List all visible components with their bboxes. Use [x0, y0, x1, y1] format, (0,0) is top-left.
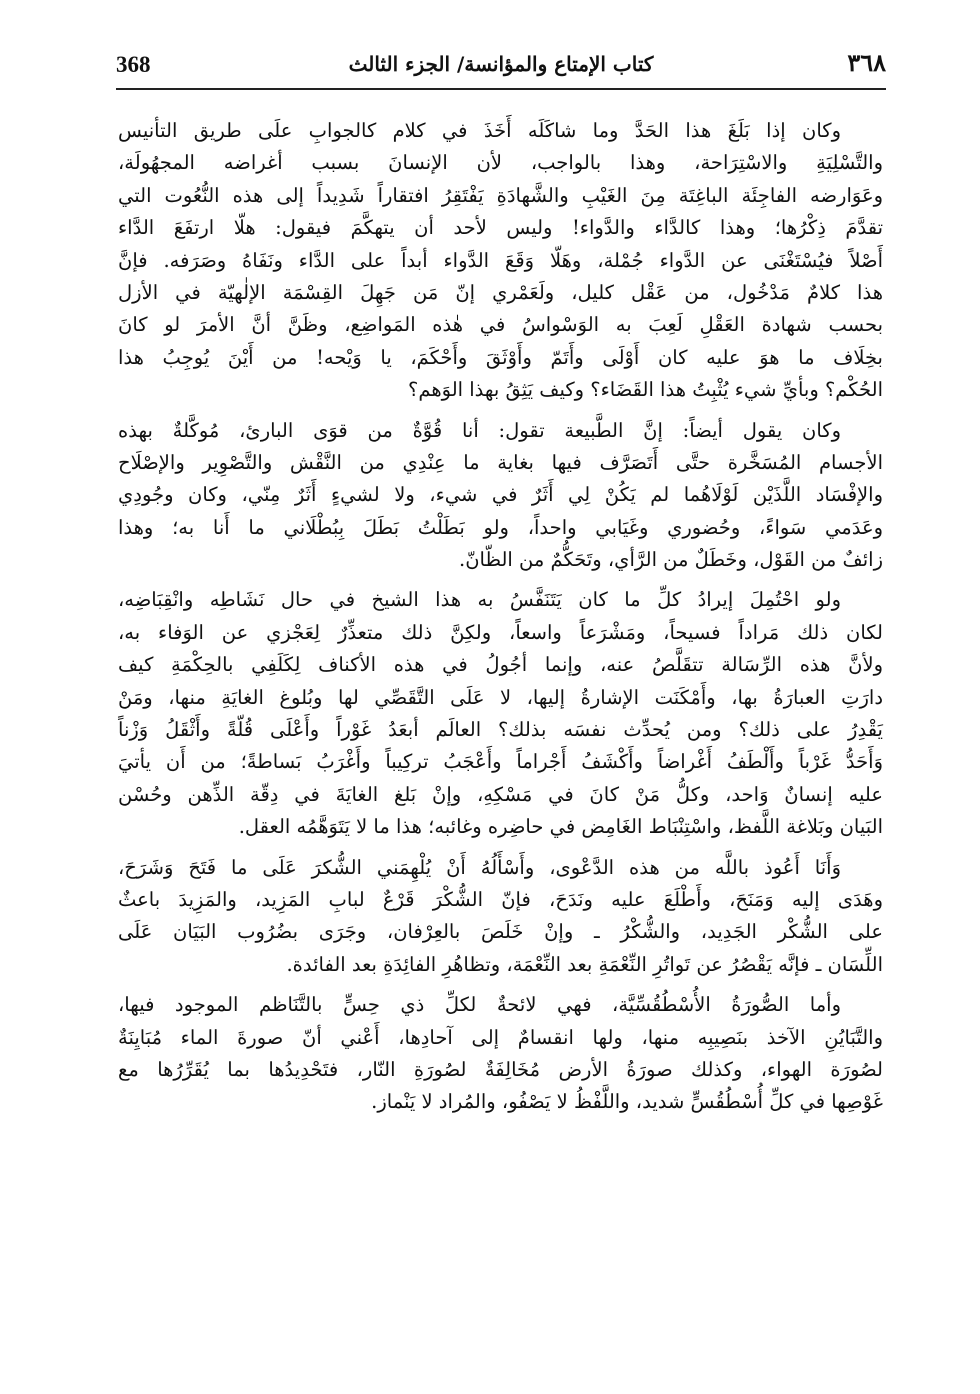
- text-line: وكان يقول أيضاً: إنَّ الطَّبيعة تقول: أنا قُوَّةٌ من قوَى البارئ، مُوكَّلةٌ بهذه: [118, 418, 841, 442]
- text-line: أَصْلاً فيُسْتَغْنَى عن الدَّواء جُمْلة، وهَلّا وَقَعَ الدَّواء أبداً على الدَّاء ونَفَاهُ وصَرَفه. فإنَّ: [118, 248, 883, 272]
- text-line: عليه إنسانٌ وَاحد، وكلُّ مَنْ كانَ في مَسْكِهِ، وإنْ بَلغ الغايَةَ في دِقّة الذِّهن وحُسْن: [118, 782, 883, 806]
- text-line: غَوْصِها في كلِّ أُسْطُقُسٍّ شديد، واللَّفْظُ لا يَصْفُو، والمُراد لا يَنْماز.: [371, 1090, 883, 1114]
- page-number-arabic: ٣٦٨: [847, 48, 886, 77]
- text-line: وَأَنَا أَعُوذ باللَّه من هذه الدَّعْوى، وأَسْأَلُهُ أَنْ يُلْهِمَني الشُّكرَ عَلَى ما فَتَحَ وَشَرَحَ،: [118, 855, 841, 879]
- text-line: دارَتِ العبارَةُ بها، وأَمْكَنَت الإشارةُ إليها، لا عَلَى التَّقَصِّي لها وبُلوغ الغايَةِ منها، ومَنْ: [118, 685, 883, 709]
- paragraph: [118, 415, 883, 577]
- text-line: ولأنَّ هذه الرِّسَالة تتقَلَّصُ عنه، وإنما أجُولُ في هذه الأكناف لِكَلَفِي بالحِكْمَةِ كيف: [118, 653, 883, 677]
- text-line: زائفٌ من القَوْل، وخَطَلٌ من الرَّأي، وتَحَكُّمٌ من الظّانّ.: [459, 548, 883, 572]
- text-line: يَقْدِرُ على ذلك؟ ومن يُحدِّث نفسَه بذلك؟ العالَم أبعَدُ غَوْراً وأَعْلَى قُلّةً وأَثْقَلُ وَزْناً: [118, 718, 883, 742]
- text-line: وعَدَمي سَواءً، وحُضوري وغَيَابي واحداً، ولو بَطَلْتُ بَطَلَ بِبُطْلَاني ما أَنا به؛ وهذا: [118, 515, 883, 539]
- text-line: وأما الصُّورَةُ الأُسْطُقُسِّيَّة، فهي لائحةٌ لكلِّ ذي حِسٍّ بالتَّنَاظم الموجود فيها،: [118, 993, 841, 1017]
- text-line: البَيان وبَلاغة اللَّفظ، واسْتِنْبَاط الغَامِض في حاضِره وغائبه؛ هذا ما لا يَتَوَهَّمُه العقل.: [238, 815, 883, 839]
- text-line: والتَّسْلِيَةِ والاسْتِرَاحة، وهذا بالواجب، لأن الإنسانَ بسبب أغراضه المجهُولَة،: [118, 151, 883, 175]
- page-body: [118, 115, 883, 1127]
- text-line: والتَّبَايُنِ الآخذ بنَصِيبِه منها، ولها انقسامٌ إلى آحادِها، أَعْني أنّ صورةَ الماء مُبَايِنَةٌ: [118, 1025, 883, 1049]
- text-line: وهَدَى إليه وَمَنَحَ، وأَطْلَعَ عليه ونَدَحَ، فإنّ الشُّكْرَ قَرْعٌ لبابِ المَزِيد، والمَزِيدَ باعثٌ: [118, 887, 883, 911]
- text-line: الأجسام المُسَخَّرة حتَّى أَتَصَرَّف فيها بغاية ما عِنْدِي من النَّقْش والتَّصْوِير والإصْلَاح: [118, 450, 883, 474]
- page-number-latin: 368: [116, 52, 151, 77]
- text-line: ولو احْتُمِلَ إيرادُ كلِّ ما كان يَتَنَفَّسُ به هذا الشيخ في حال نَشَاطِه وانْقِبَاضِه،: [118, 588, 841, 612]
- paragraph: [118, 115, 883, 407]
- running-title: كتاب الإمتاع والمؤانسة/ الجزء الثالث: [348, 52, 654, 76]
- paragraph: [118, 584, 883, 843]
- text-line: هذا كلامٌ مَدْخُول، من عَقْل كليل، ولَعَمْري إنّ مَن جَهِلَ القِسْمَة الإلٰهيّة في الأزل: [118, 280, 883, 304]
- text-line: لكان ذلك مَراداً فسيحاً، ومَشْرَعاً واسعاً، ولكِنَّ ذلك متعذِّرٌ لِعَجْزي عن الوَفاء به،: [118, 620, 883, 644]
- text-line: بحسب شهادة العَقْلِ لَعِبَ به الوَسْواسُ في هٰذه المَواضِع، وظَنَّ أنَّ الأمرَ لو كانَ: [118, 313, 883, 337]
- text-line: وعَوَارضه الفاجِئَة الباغِتَة مِنَ الغَيْبِ والشَّهادَةِ يَفْتَقِرُ افتقاراً شَدِيداً إلى هذه النُّعُوت التي: [118, 183, 883, 207]
- text-line: على الشُّكْر الجَدِيد، والشُّكْرُ ـ وإنْ خَلَصَ بالعِرْفان، وجَرَى بضُرُوب البَيَان عَلَى: [118, 920, 883, 944]
- paragraph: [118, 852, 883, 982]
- paragraph: [118, 989, 883, 1119]
- text-line: لصُورَة الهواء، وكذلك صورَةُ الأرض مُخَالِفَةٌ لصُورَةِ النّار، فتَحْدِيدُها بما يُقَرِّرُها مع: [118, 1057, 883, 1081]
- page-header: [116, 48, 886, 84]
- text-line: بخِلَاف ما هوَ عليه كان أَوْلَى وأَتَمّ وأَوْثَقَ وأَحْكَمَ، يا وَيْحه! من أَيْنَ يُوجِبُ هذا: [118, 345, 883, 369]
- text-line: الحُكْم؟ وبأيِّ شيء يُثْبِتُ هذا القَضَاء؟ وكيف يَثِقُ بهذا الوَهم؟: [408, 378, 883, 402]
- header-rule: [116, 88, 886, 90]
- text-line: وَأَحَدُّ غَرْباً وأَلْطَفُ أَغْراضاً وأَكْشَفُ أَجْراماً وأَعْجَبُ تركِيباً وأَغْرَبُ بَساطةً؛ من أَن يأتيَ: [118, 750, 883, 774]
- text-line: والإفْسَاد اللَّذَيْن لَوْلَاهُما لم يَكُنْ لِي أَثَرٌ في شيء، ولا لشيءٍ أَثَرٌ مِنّي، وكان وجُودِي: [118, 483, 883, 507]
- text-line: وكان إذا بَلَغَ هذا الحَدَّ وما شاكَلَه أَخَذَ في كلام كالجوابِ علَى طريق التأنيس: [118, 119, 841, 142]
- text-line: اللِّسَان ـ فإنَّه يَقْصُرُ عن تَواتُرِ النِّعْمَةِ بعد النِّعْمَة، وتظاهُرِ الفائِدَةِ بعد الفائدة.: [286, 952, 883, 976]
- text-line: تقدَّمَ ذِكْرُها؛ وهذا كالدَّاء والدَّواء! وليس لأحد أن يتهكَّمَ فيقول: هلّا ارتفَعَ الدَّاء: [118, 216, 883, 240]
